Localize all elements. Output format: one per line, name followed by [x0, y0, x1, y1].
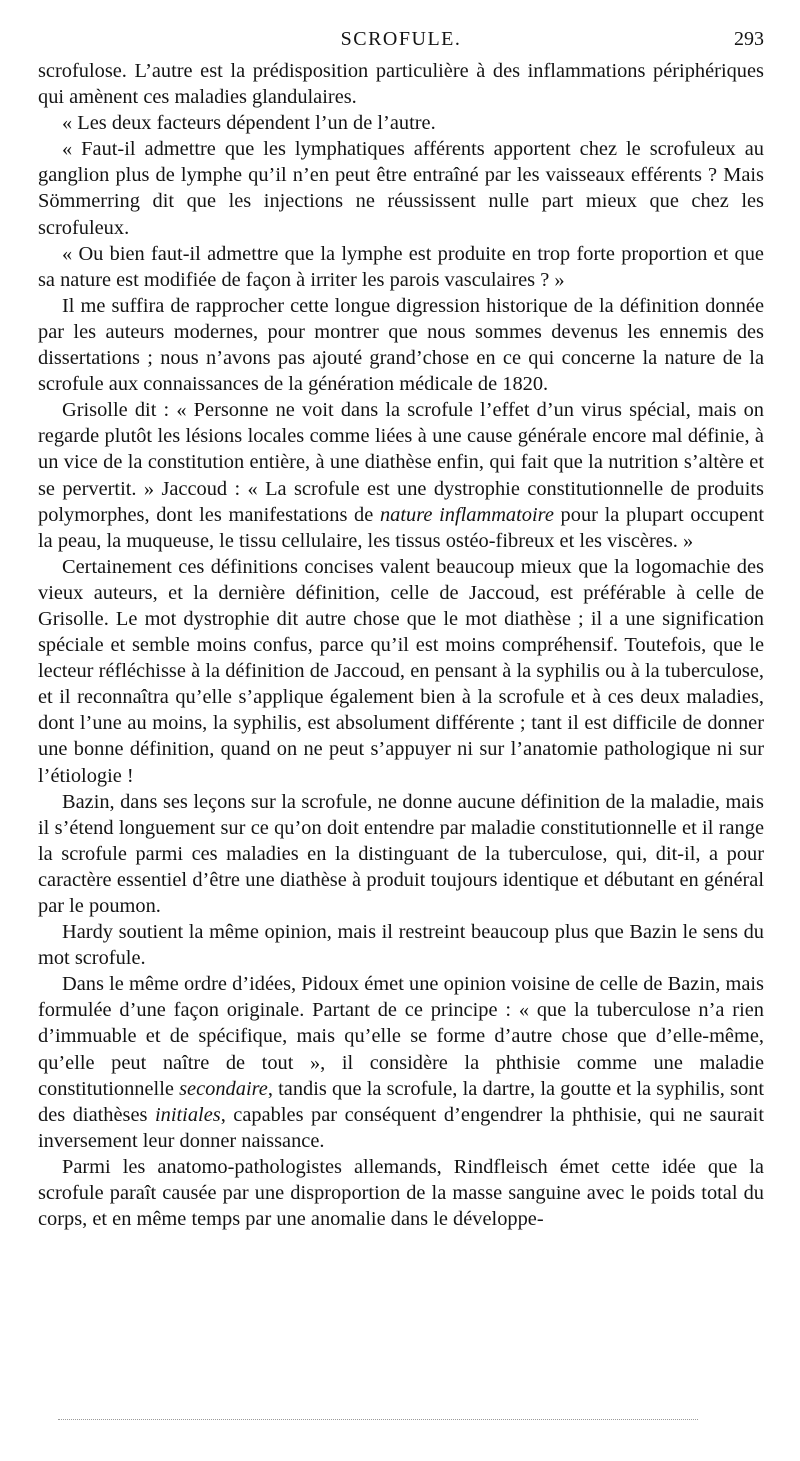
paragraph: « Les deux facteurs dépendent l’un de l’autre.	[62, 112, 436, 135]
paragraph: « Faut-il admettre que les lymphatiques afférents apportent chez le scrofuleux au ganglion plus de lymphe qu’il n’en peut être entraîné par les vaisseaux efférents ? Mais Sömmerring dit que les injections ne réussissent nulle part mieux que chez les scrofuleux.	[38, 138, 764, 239]
italic-text: secondaire	[179, 1077, 268, 1100]
text-run: Dans le même ordre d’idées, Pidoux émet une opinion voisine de celle de Bazin, mais formulée d’une façon originale. Partant de ce principe : « que la tuberculose n’a rien d’immuable et de spécifique, mais qu’elle se forme d’autre chose que d’elle-même, qu’elle peut naître de tout », il considère la phthisie comme une maladie constitutionnelle	[38, 973, 764, 1100]
text-run: , capables par conséquent d’engendrer la phthisie, qui ne saurait inversement leur donner naissance.	[38, 1103, 765, 1152]
paragraph: Parmi les anatomo-pathologistes allemands, Rindfleisch émet cette idée que la scrofule paraît causée par une disproportion de la masse sanguine avec le poids total du corps, et en même temps par une anomalie dans le développe-	[38, 1155, 764, 1231]
body-text	[38, 58, 764, 1232]
paragraph: scrofulose. L’autre est la prédisposition particulière à des inflammations périphériques qui amènent ces maladies glandulaires.	[38, 60, 764, 109]
paragraph: Bazin, dans ses leçons sur la scrofule, ne donne aucune définition de la maladie, mais il s’étend longuement sur ce qu’on doit entendre par maladie constitutionnelle et il range la scrofule parmi ces maladies en la distinguant de la tuberculose, qui, dit-il, a pour caractère essentiel d’être une diathèse à produit toujours identique et débutant en général par le poumon.	[38, 790, 764, 917]
running-title: SCROFULE.	[340, 28, 462, 50]
paragraph	[38, 397, 764, 554]
book-page	[38, 28, 764, 1232]
paragraph: Il me suffira de rapprocher cette longue digression historique de la définition donnée par les auteurs modernes, pour montrer que nous sommes devenus les ennemis des dissertations ; nous n’avons pas ajouté grand’chose en ce qui concerne la nature de la scrofule aux connaissances de la génération médicale de 1820.	[38, 294, 764, 396]
paragraph	[38, 971, 764, 1154]
paragraph: Certainement ces définitions concises valent beaucoup mieux que la logomachie des vieux auteurs, et la dernière définition, celle de Jaccoud, est préférable à celle de Grisolle. Le mot dystrophie dit autre chose que le mot diathèse ; il a une signification spéciale et semble moins confus, parce qu’il est moins compréhensif. Toutefois, que le lecteur réfléchisse à la définition de Jaccoud, en pensant à la syphilis ou à la tuberculose, et il reconnaîtra qu’elle s’applique également bien à la scrofule et à ces deux maladies, dont l’une au moins, la syphilis, est absolument différente ; tant il est difficile de donner une bonne définition, quand on ne peut s’appuyer ni sur l’anatomie pathologique ni sur l’étiologie !	[38, 555, 764, 787]
italic-text: initiales	[154, 1103, 221, 1126]
text-run: Grisolle dit : « Personne ne voit dans la scrofule l’effet d’un virus spécial, mais on regarde plutôt les lésions locales comme liées à une cause générale encore mal définie, à un vice de la constitution entière, à une diathèse enfin, qui fait que la nutrition s’altère et se pervertit. » Jaccoud : « La scrofule est une dystrophie constitutionnelle de produits polymorphes, dont les manifestations de	[38, 399, 764, 526]
italic-text: nature inflammatoire	[379, 503, 554, 526]
paragraph: Hardy soutient la même opinion, mais il restreint beaucoup plus que Bazin le sens du mot scrofule.	[38, 921, 764, 970]
paragraph: « Ou bien faut-il admettre que la lymphe est produite en trop forte proportion et que sa nature est modifiée de façon à irriter les parois vasculaires ? »	[38, 242, 764, 291]
text-run: pour la plupart occupent la peau, la muqueuse, le tissu cellulaire, les tissus ostéo-fibreux et les viscères. »	[38, 503, 764, 552]
footer-divider	[58, 1419, 698, 1420]
running-head	[38, 28, 764, 58]
page-number: 293	[734, 28, 764, 50]
text-run: , tandis que la scrofule, la dartre, la goutte et la syphilis, sont des diathèses	[38, 1077, 764, 1126]
